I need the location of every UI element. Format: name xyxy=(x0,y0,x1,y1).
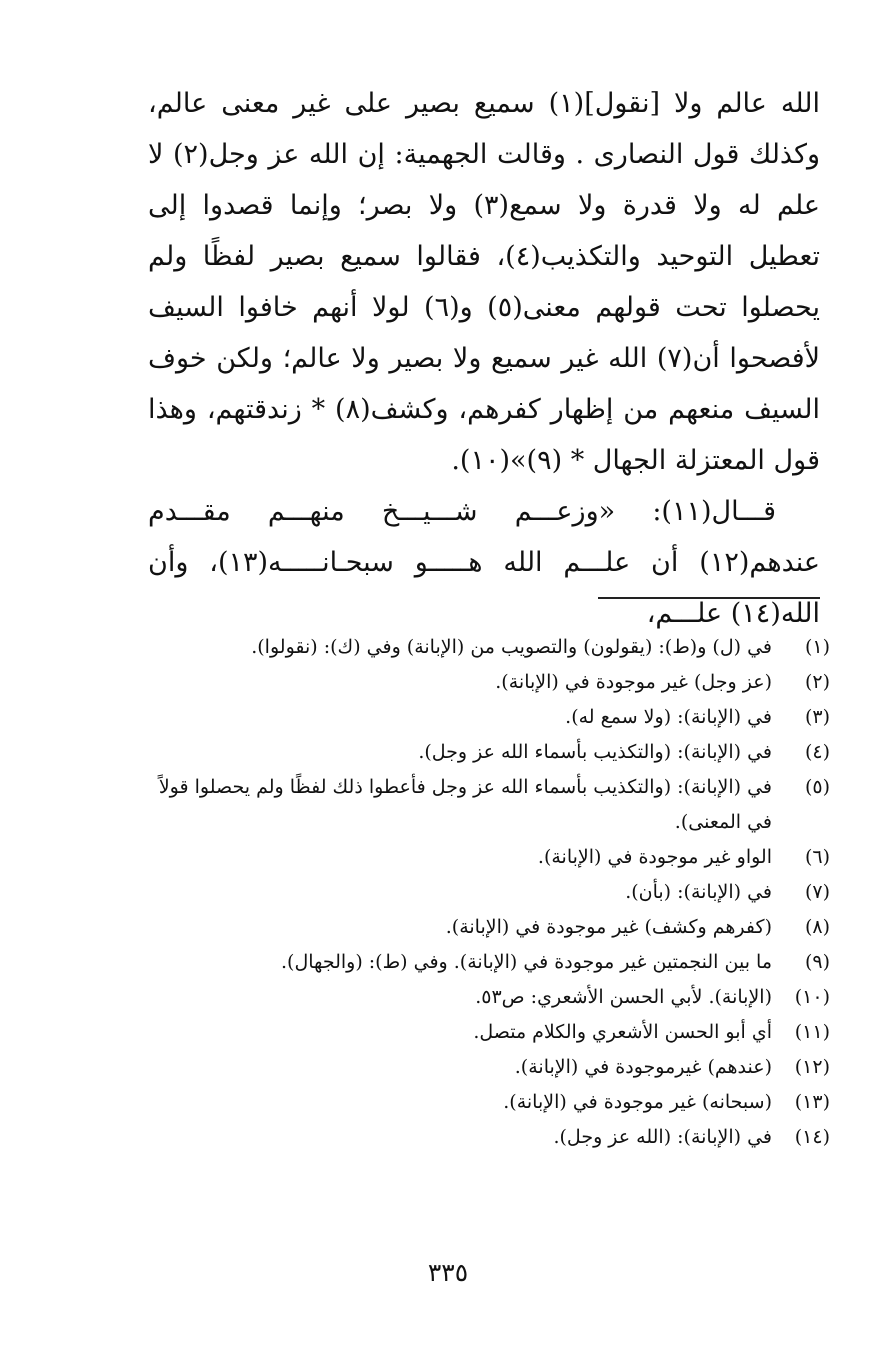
footnote-6 xyxy=(140,840,830,875)
footnote-number: (٩) xyxy=(804,951,830,973)
footnote-number: (٣) xyxy=(804,706,830,728)
footnote-9 xyxy=(140,945,830,980)
footnote-8 xyxy=(140,910,830,945)
footnote-14 xyxy=(140,1120,830,1155)
footnote-number: (٥) xyxy=(804,776,830,798)
footnote-number: (١٤) xyxy=(794,1126,830,1148)
footnote-text: ما بين النجمتين غير موجودة في (الإبانة). وفي (ط): (والجهال). xyxy=(281,951,772,973)
footnote-text: أي أبو الحسن الأشعري والكلام متصل. xyxy=(473,1021,772,1043)
footnote-text: في (الإبانة): (ولا سمع له). xyxy=(565,706,772,728)
footnote-text: في (الإبانة): (والتكذيب بأسماء الله عز وجل فأعطوا ذلك لفظًا ولم يحصلوا قولاً في المعنى). xyxy=(158,776,772,833)
footnote-text: (عز وجل) غير موجودة في (الإبانة). xyxy=(495,671,772,693)
footnote-number: (٢) xyxy=(804,671,830,693)
footnote-12 xyxy=(140,1050,830,1085)
footnote-2 xyxy=(140,665,830,700)
footnote-1 xyxy=(140,630,830,665)
footnote-separator xyxy=(598,597,820,599)
footnote-4 xyxy=(140,735,830,770)
footnote-number: (١٠) xyxy=(794,986,830,1008)
footnote-number: (٤) xyxy=(804,741,830,763)
footnote-13 xyxy=(140,1085,830,1120)
footnote-number: (٨) xyxy=(804,916,830,938)
footnote-text: (سبحانه) غير موجودة في (الإبانة). xyxy=(503,1091,772,1113)
footnotes-list xyxy=(140,630,830,1155)
footnote-text: في (الإبانة): (بأن). xyxy=(625,881,772,903)
footnote-number: (١٣) xyxy=(794,1091,830,1113)
footnote-text: في (ل) و(ط): (يقولون) والتصويب من (الإبانة) وفي (ك): (نقولوا). xyxy=(251,636,772,658)
footnote-7 xyxy=(140,875,830,910)
page-number: ٣٣٥ xyxy=(427,1258,469,1287)
footnote-text: الواو غير موجودة في (الإبانة). xyxy=(537,846,772,868)
footnote-3 xyxy=(140,700,830,735)
footnote-number: (١) xyxy=(804,636,830,658)
footnote-text: في (الإبانة): (والتكذيب بأسماء الله عز وجل). xyxy=(418,741,772,763)
footnote-text: في (الإبانة): (الله عز وجل). xyxy=(553,1126,772,1148)
footnote-5 xyxy=(140,770,830,840)
footnote-text: (عندهم) غيرموجودة في (الإبانة). xyxy=(514,1056,772,1078)
main-paragraph-2: قـــال(١١): «وزعـــم شـــيـــخ منهـــم مقـــدم عندهم(١٢) أن علـــم الله هـــــو سبحـانـــــه(١٣)، وأن الله(١٤) علـــم، xyxy=(148,496,820,629)
footnote-text: (الإبانة). لأبي الحسن الأشعري: ص٥٣. xyxy=(475,986,772,1008)
main-text xyxy=(148,78,820,639)
footnote-number: (٦) xyxy=(804,846,830,868)
main-paragraph-1: الله عالم ولا [نقول](١) سميع بصير على غير معنى عالم، وكذلك قول النصارى . وقالت الجهمية: إن الله عز وجل(٢) لا علم له ولا قدرة ولا سمع(٣) ولا بصر؛ وإنما قصدوا إلى تعطيل التوحيد والتكذيب(٤)، فقالوا سميع بصير لفظًا ولم يحصلوا تحت قولهم معنى(٥) و(٦) لولا أنهم خافوا السيف لأفصحوا أن(٧) الله غير سميع ولا بصير ولا عالم؛ ولكن خوف السيف منعهم من إظهار كفرهم، وكشف(٨) * زندقتهم، وهذا قول المعتزلة الجهال * (٩)»(١٠). xyxy=(148,88,820,476)
footnote-number: (٧) xyxy=(804,881,830,903)
footnote-number: (١٢) xyxy=(794,1056,830,1078)
footnote-10 xyxy=(140,980,830,1015)
footnote-text: (كفرهم وكشف) غير موجودة في (الإبانة). xyxy=(445,916,772,938)
footnote-11 xyxy=(140,1015,830,1050)
footnote-number: (١١) xyxy=(794,1021,830,1043)
